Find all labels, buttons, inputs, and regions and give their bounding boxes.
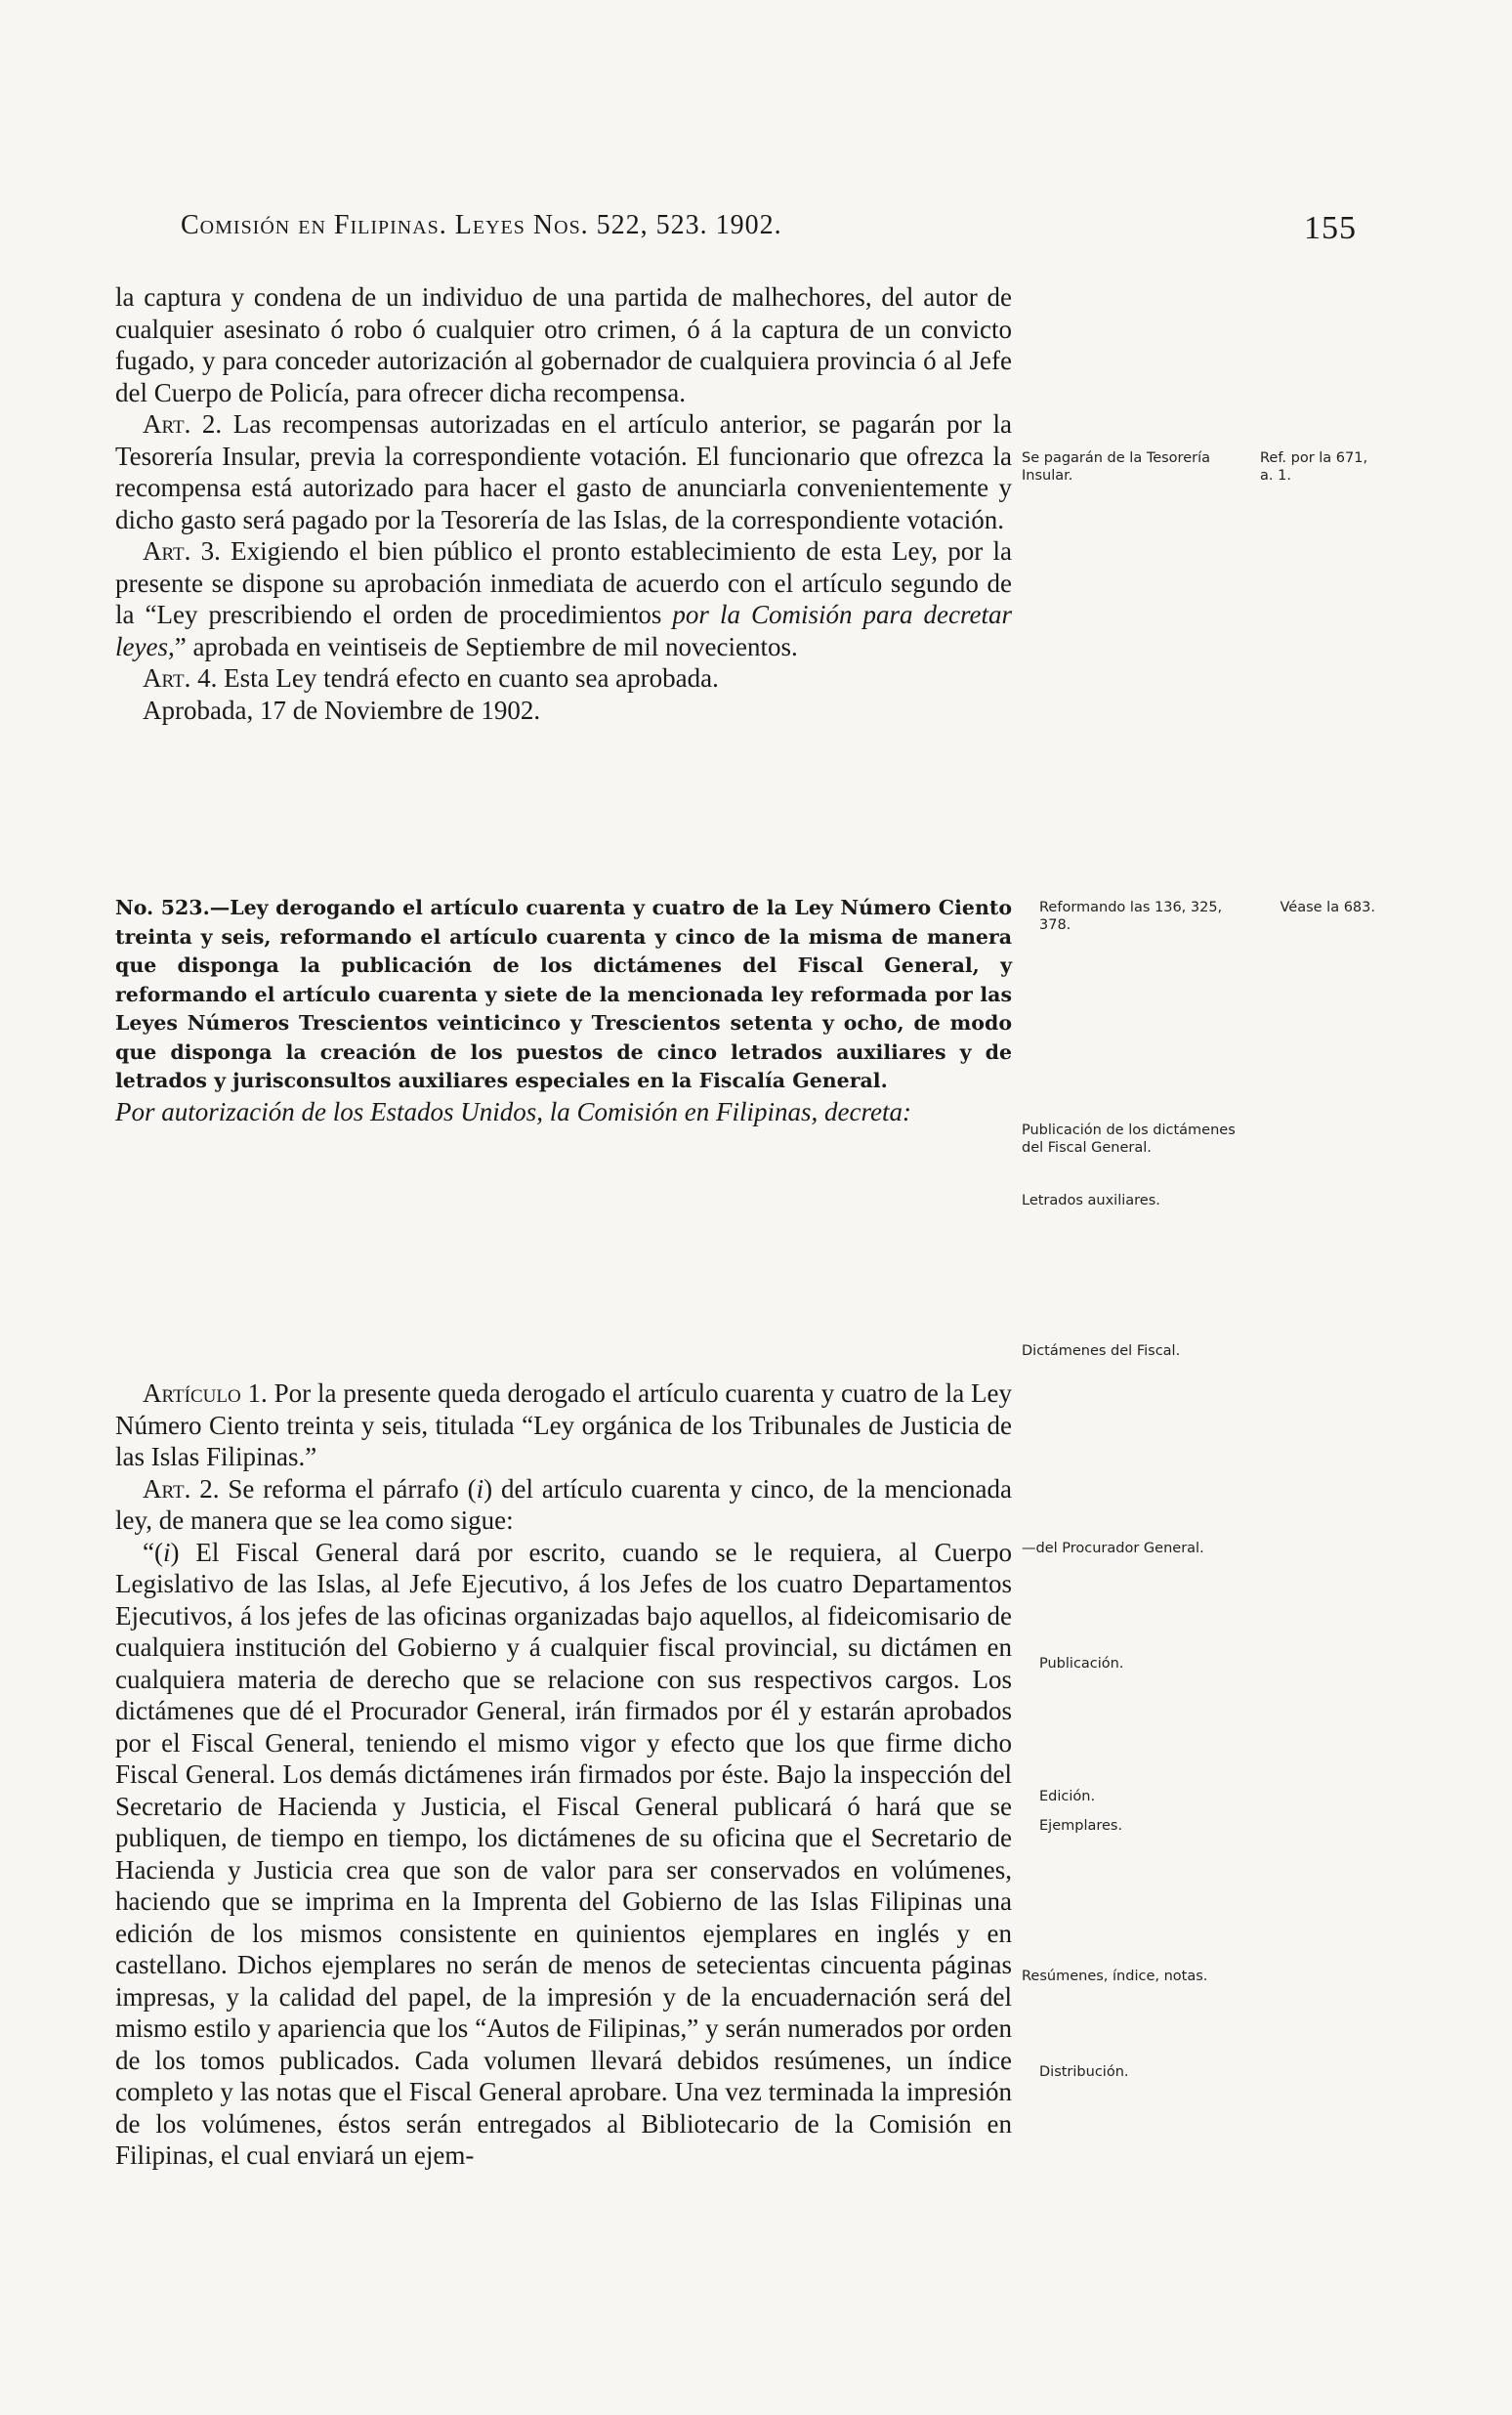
margin-note: Publicación. xyxy=(1039,1656,1124,1672)
margin-note: Reformando las 136, 325, 378. xyxy=(1039,900,1223,933)
margin-note: Edición. xyxy=(1039,1789,1096,1804)
article-2-paragraph xyxy=(115,1473,1012,1537)
running-head xyxy=(181,210,1357,249)
paragraph-letter: i xyxy=(162,1537,171,1567)
enacting-clause: Por autorización de los Estados Unidos, la Comisión en Filipinas, decreta: xyxy=(115,1097,911,1126)
margin-note-reference: Ref. por la 671, a. 1. xyxy=(1260,450,1368,484)
quoted-paragraph-i xyxy=(115,1537,1012,2172)
article-text: ” aprobada en veintiseis de Septiembre de mil novecientos. xyxy=(174,631,798,661)
article-text: Por la presente queda derogado el artículo cuarenta y cuatro de la Ley Número Ciento treinta y seis, titulada “Ley orgánica de los Tribunales de Justicia de las Islas Filipinas.” xyxy=(115,1378,1013,1471)
law-523-body xyxy=(115,1377,1012,2172)
article-text: ) del artículo cuarenta y cinco, de la mencionada ley, de manera que se lea como sigue: xyxy=(115,1473,1012,1535)
quoted-text: ) El Fiscal General dará por escrito, cuando se le requiera, al Cuerpo Legislativo de las Islas, al Jefe Ejecutivo, á los Jefes de los cuatro Departamentos Ejecutivos, á los jefes de las oficinas organizadas bajo aquellos, al fideicomisario de cualquiera institución del Gobierno y á cualquier fiscal provincial, su dictámen en cualquiera materia de derecho que se relacione con sus respectivos cargos. Los dictámenes que dé el Procurador General, irán firmados por él y estarán aprobados por el Fiscal General, teniendo el mismo vigor y efecto que los que firme dicho Fiscal General. Los demás dictámenes irán firmados por éste. Bajo la inspección del Secretario de Hacienda y Justicia, el Fiscal General publicará ó hará que se publiquen, de tiempo en tiempo, los dictámenes de su oficina que el Secretario de Hacienda y Justicia crea que son de valor para ser conservados en volúmenes, haciendo que se imprima en la Imprenta del Gobierno de las Islas Filipinas una edición de los mismos consistente en quinientos ejemplares en inglés y en castellano. Dichos ejemplares no serán de menos de setecientas cincuenta páginas impresas, y la calidad del papel, de la impresión y de la encuadernación será del mismo estilo y apariencia que los “Autos de Filipinas,” y serán numerados por orden de los tomos publicados. Cada volumen llevará debidos resúmenes, un índice completo y las notas que el Fiscal General aprobare. Una vez terminada la impresión de los volúmenes, éstos serán entregados al Bibliotecario de la Comisión en Filipinas, el cual enviará un ejem- xyxy=(115,1537,1012,2170)
margin-note: Se pagarán de la Tesorería Insular. xyxy=(1022,450,1210,484)
approval-date: Aprobada, 17 de Noviembre de 1902. xyxy=(143,695,541,725)
running-head-title: Comisión en Filipinas. Leyes Nos. 522, 523. 1902. xyxy=(181,210,782,240)
law-title: —Ley derogando el artículo cuarenta y cuatro de la Ley Número Ciento treinta y seis, reformando el artículo cuarenta y cinco de la misma de manera que disponga la publicación de los dictámenes del Fiscal General, y reformando el artículo cuarenta y siete de la mencionada ley reformada por las Leyes Números Trescientos veinticinco y Trescientos setenta y ocho, de modo que disponga la creación de los puestos de cinco letrados auxiliares y de letrados y jurisconsultos auxiliares especiales en la Fiscalía General. xyxy=(115,896,1013,1092)
margin-note: —del Procurador General. xyxy=(1022,1541,1204,1556)
article-2-paragraph xyxy=(115,408,1012,535)
margin-note: Dictámenes del Fiscal. xyxy=(1022,1343,1181,1359)
article-3-paragraph xyxy=(115,535,1012,662)
margin-note-reference: Véase la 683. xyxy=(1280,900,1375,915)
article-label: Art. 3. xyxy=(143,536,221,566)
law-523-enacting xyxy=(115,1096,1012,1128)
margin-note: Distribución. xyxy=(1039,2064,1129,2080)
article-text: Exigiendo el bien público el pronto establecimiento de esta Ley, por la presente se dispone su aprobación inmediata de acuerdo con el artículo segundo de la “Ley prescribiendo el orden de procedimientos xyxy=(115,536,1012,629)
article-4-paragraph xyxy=(115,662,1012,695)
article-label: Art. 2. xyxy=(143,1473,220,1504)
law-522-continuation xyxy=(115,281,1012,726)
article-text: Se reforma el párrafo ( xyxy=(219,1473,477,1504)
article-1-paragraph xyxy=(115,1377,1012,1473)
margin-note: Ejemplares. xyxy=(1039,1818,1123,1834)
article-label: Art. 2. xyxy=(143,409,223,439)
article-label: Art. 4. xyxy=(143,663,218,693)
page-number: 155 xyxy=(1304,210,1357,246)
article-label: Artículo 1. xyxy=(143,1378,268,1408)
margin-note: Letrados auxiliares. xyxy=(1022,1193,1160,1208)
paragraph-letter: i xyxy=(476,1473,484,1504)
article-text: Esta Ley tendrá efecto en cuanto sea aprobada. xyxy=(217,663,719,693)
law-number: No. 523. xyxy=(115,896,210,919)
article-text-italic: por la Comisión para decretar leyes, xyxy=(115,600,1012,661)
margin-note: Resúmenes, índice, notas. xyxy=(1022,1969,1208,1984)
paragraph-reward-purpose: la captura y condena de un individuo de una partida de malhechores, del autor de cualquier asesinato ó robo ó cualquier otro crimen, ó á la captura de un convicto fugado, y para conceder autorización al gobernador de cualquiera provincia ó al Jefe del Cuerpo de Policía, para ofrecer dicha recompensa. xyxy=(115,282,1012,407)
article-text: Las recompensas autorizadas en el artículo anterior, se pagarán por la Tesorería Insular, previa la correspondiente votación. El funcionario que ofrezca la recompensa está autorizado para hacer el gasto de anunciarla convenientemente y dicho gasto será pagado por la Tesorería de las Islas, de la correspondiente votación. xyxy=(115,409,1012,534)
margin-note: Publicación de los dictámenes del Fiscal General. xyxy=(1022,1123,1236,1156)
quote-open: “( xyxy=(143,1537,163,1567)
law-523-heading xyxy=(115,894,1012,1096)
